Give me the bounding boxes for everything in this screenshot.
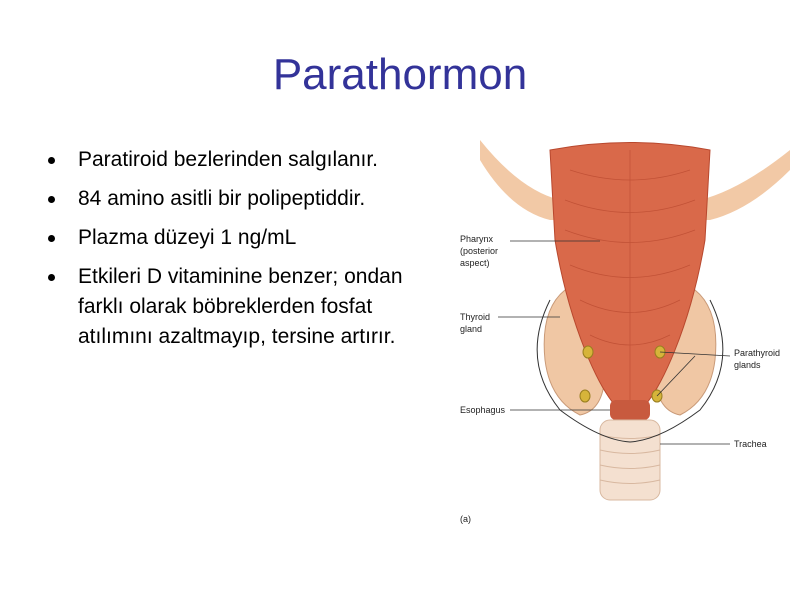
label-trachea: Trachea <box>734 439 767 449</box>
bullet-item <box>48 262 418 352</box>
bullet-dot-icon <box>48 274 55 281</box>
bullet-item <box>48 184 418 214</box>
bullet-item <box>48 145 418 175</box>
bullet-text: 84 amino asitli bir polipeptiddir. <box>78 187 366 210</box>
parathyroid-gland <box>583 346 593 358</box>
bullet-text: Plazma düzeyi 1 ng/mL <box>78 226 297 249</box>
bullet-text: Paratiroid bezlerinden salgılanır. <box>78 148 379 171</box>
bullet-item <box>48 223 418 253</box>
label-esophagus: Esophagus <box>460 405 506 415</box>
label-pharynx-sub1: (posterior <box>460 246 499 256</box>
bullet-dot-icon <box>48 235 55 242</box>
label-pharynx-sub2: aspect) <box>460 258 490 268</box>
label-panel: (a) <box>460 514 471 524</box>
bullet-dot-icon <box>48 157 55 164</box>
bullet-text: Etkileri D vitaminine benzer; ondan farklı olarak böbreklerden fosfat atılımını azaltmayıp, tersine artırır. <box>78 265 403 348</box>
anatomy-illustration <box>450 130 800 530</box>
bullet-list <box>48 145 418 361</box>
label-pharynx: Pharynx <box>460 234 494 244</box>
esophagus <box>610 400 650 420</box>
slide-title: Parathormon <box>272 50 528 99</box>
label-parathyroid-sub: glands <box>734 360 761 370</box>
trachea <box>600 420 660 500</box>
label-parathyroid: Parathyroid <box>734 348 781 358</box>
label-thyroid: Thyroid <box>460 312 491 322</box>
bullet-dot-icon <box>48 196 55 203</box>
parathyroid-gland <box>580 390 590 402</box>
label-thyroid-sub: gland <box>460 324 483 334</box>
anatomy-figure <box>450 130 800 530</box>
